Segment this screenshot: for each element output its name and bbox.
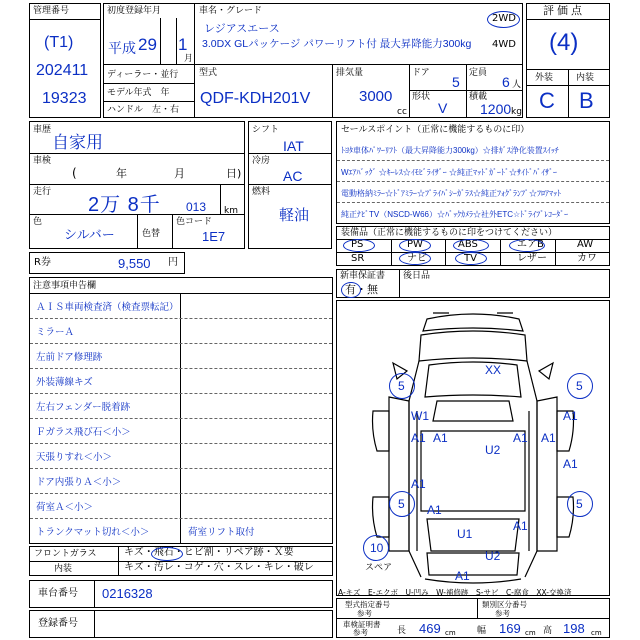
shift-value: IAT xyxy=(283,138,304,154)
note-item: 荷室Ａ＜小＞ xyxy=(36,502,94,513)
load-label: 積載 xyxy=(469,92,488,102)
height-value: 198 xyxy=(563,621,585,636)
damage-mark-a1: A1 xyxy=(513,519,528,533)
grade-box xyxy=(526,3,610,118)
equip-pw-circle xyxy=(399,239,431,252)
damage-mark-a1: A1 xyxy=(541,431,556,445)
damage-mark-lr-tire: 5 xyxy=(398,497,405,511)
drive-2wd: 2WD xyxy=(492,13,516,24)
damage-diagram-box xyxy=(336,300,610,596)
inspection-day-unit: 日) xyxy=(226,167,242,180)
selling-point-line: ﾄﾖﾀ車体ﾊﾟﾜｰﾘﾌﾄ（最大昇降能力300kg）☆排ｶﾞｽ浄化装置ｽｲｯﾁ xyxy=(341,146,559,155)
damage-mark-a1: A1 xyxy=(411,477,426,491)
registration-label: 登録番号 xyxy=(38,618,78,629)
color-code-value: 1E7 xyxy=(202,229,226,244)
glass-interior-box xyxy=(29,546,333,576)
mileage-label: 走行 xyxy=(33,187,52,197)
height-label: 高 xyxy=(543,626,553,636)
damage-mark-a1: A1 xyxy=(563,409,578,423)
model-code-label: 型式指定番号 xyxy=(345,600,390,609)
load-value: 1200 xyxy=(480,101,512,117)
inspection-year-unit: 年 xyxy=(116,167,127,180)
usage-value: 自家用 xyxy=(52,133,103,152)
front-glass-label: フロントガラス xyxy=(34,549,97,559)
certificate-label: 新車保証書 xyxy=(340,271,386,281)
chassis-number: 0216328 xyxy=(102,586,153,601)
note-item: Ｆガラス飛び石＜小＞ xyxy=(36,427,131,438)
selling-point-line: 純正ﾅﾋﾞTV（NSCD-W66）☆ﾊﾞｯｸｶﾒﾗ☆社外ETC☆ﾄﾞﾗｲﾌﾞﾚｺｰﾀﾞｰ xyxy=(341,210,569,219)
management-t: (T1) xyxy=(44,34,74,51)
displacement-value: 3000 xyxy=(359,88,393,105)
certificate-box xyxy=(336,269,610,298)
equip-abs: ABS xyxy=(458,239,478,250)
management-date: 202411 xyxy=(36,62,89,79)
equip-airbag: エアB xyxy=(517,239,544,250)
registration-month: 1 xyxy=(178,35,188,54)
shape-label: 形状 xyxy=(412,92,431,102)
handle-label: ハンドル 左・右 xyxy=(107,105,180,115)
drive-4wd: 4WD xyxy=(492,39,516,50)
color-label: 色 xyxy=(33,217,43,227)
damage-mark-roof: XX xyxy=(485,363,502,377)
recycle-unit: 円 xyxy=(168,257,178,268)
overall-grade: (4) xyxy=(549,29,579,56)
damage-mark-u2: U2 xyxy=(485,549,501,563)
inspection-month-unit: 月 xyxy=(174,167,185,180)
selling-points-title: セールスポイント（正常に機能するものに印） xyxy=(341,125,530,135)
note-item: 左右フェンダー脱着跡 xyxy=(36,402,131,413)
damage-mark-u2: U2 xyxy=(485,443,501,457)
spare-label: スペア xyxy=(365,563,393,573)
car-name-line2: 3.0DX GLパッケージ パワーリフト付 最大昇降能力300kg xyxy=(202,38,472,50)
capacity-unit: 人 xyxy=(512,80,522,90)
class-code-ref: 参考 xyxy=(495,609,510,618)
notes-title: 注意事項申告欄 xyxy=(33,281,97,291)
note-item: ＡＩＳ車両検査済（検査票転記） xyxy=(36,302,179,313)
registration-era: 平成 xyxy=(108,40,136,56)
interior-label: 内装 xyxy=(576,73,595,83)
width-value: 169 xyxy=(499,621,521,636)
equip-abs-circle xyxy=(453,239,489,252)
capacity-label: 定員 xyxy=(469,68,488,78)
grade-label: 評価点 xyxy=(543,4,585,17)
interior-grade: B xyxy=(579,88,594,113)
note-item: 左前ドア修理跡 xyxy=(36,352,103,363)
certificate-circle xyxy=(341,282,361,298)
usage-label: 車歴 xyxy=(33,125,52,135)
cert-label: 車検証明書 xyxy=(343,620,381,629)
damage-mark-w1: W1 xyxy=(411,409,429,423)
color-value: シルバー xyxy=(64,227,115,242)
ac-value: AC xyxy=(283,168,303,184)
length-label: 長 xyxy=(397,626,407,636)
registration-year: 29 xyxy=(138,35,157,54)
damage-mark-spare: 10 xyxy=(370,541,384,555)
management-number: 19323 xyxy=(42,90,87,107)
length-unit: cm xyxy=(445,629,456,637)
selling-point-line: Wｴｱﾊﾞｯｸﾞ ☆ｷｰﾚｽ☆ｲﾓﾋﾞﾗｲｻﾞｰ ☆純正ﾏｯﾄﾞｶﾞｰﾄﾞ☆ｻｲﾄﾞﾊﾞｲｻﾞｰ xyxy=(341,168,557,177)
fuel-value: 軽油 xyxy=(279,207,310,224)
capacity-value: 6 xyxy=(502,74,510,90)
equip-pw: PW xyxy=(407,239,423,250)
header-main-box xyxy=(103,3,523,118)
color-code-label: 色コード xyxy=(176,217,213,227)
certificate-value: 有・無 xyxy=(345,283,378,296)
front-glass-circle xyxy=(151,547,183,561)
equip-kawa: カワ xyxy=(577,253,597,264)
damage-legend: A-キズ E-エクボ U-凹み W-補修跡 S-サビ C-腐食 XX-交換済 xyxy=(338,588,572,597)
length-value: 469 xyxy=(419,621,441,636)
later-items-label: 後日品 xyxy=(403,271,431,281)
shift-label: シフト xyxy=(252,125,280,135)
equipment-box xyxy=(336,226,610,266)
registration-date-label: 初度登録年月 xyxy=(107,6,162,16)
damage-mark-rr-tire: 5 xyxy=(576,497,583,511)
equip-ps: PS xyxy=(351,239,364,250)
damage-mark-a1: A1 xyxy=(563,457,578,471)
equip-aw: AW xyxy=(577,239,594,250)
color-switch-label: 色替 xyxy=(142,229,161,239)
equipment-title: 装備品（正常に機能するものに印をつけてください） xyxy=(341,228,558,238)
selling-points-box xyxy=(336,121,610,224)
note-item: トランクマット切れ＜小＞ xyxy=(36,527,150,538)
dealer-label: ディーラー・並行 xyxy=(107,70,179,80)
recycle-box xyxy=(29,252,185,274)
inspection-label: 車検 xyxy=(33,156,52,166)
width-unit: cm xyxy=(525,629,536,637)
ac-label: 冷房 xyxy=(252,156,271,166)
equip-sr: SR xyxy=(351,253,365,264)
load-unit: kg xyxy=(511,107,522,117)
door-value: 5 xyxy=(452,74,460,90)
damage-mark-lf-tire: 5 xyxy=(398,379,405,393)
displacement-label: 排気量 xyxy=(336,68,364,78)
note-item: 外装薄線キズ xyxy=(36,377,93,388)
notes-box xyxy=(29,277,333,544)
door-label: ドア xyxy=(412,68,430,78)
registration-box xyxy=(29,610,333,638)
damage-mark-a1: A1 xyxy=(513,431,528,445)
chassis-box xyxy=(29,580,333,608)
damage-mark-u1: U1 xyxy=(457,527,473,541)
note-item: 天張りすれ＜小＞ xyxy=(36,452,113,463)
exterior-grade: C xyxy=(539,88,555,113)
damage-mark-a1: A1 xyxy=(411,431,426,445)
cert-ref: 参考 xyxy=(353,628,368,637)
equip-navi: ナビ xyxy=(407,253,427,264)
height-unit: cm xyxy=(591,629,602,637)
mileage-small: 013 xyxy=(186,200,207,214)
damage-mark-a1: A1 xyxy=(455,569,470,583)
specs-box xyxy=(29,121,245,249)
dimensions-box xyxy=(336,598,610,638)
front-glass-value: キズ・飛石・ヒビ割・リペア跡・Ｘ要 xyxy=(124,547,294,558)
fuel-label: 燃料 xyxy=(252,187,271,197)
management-label: 管理番号 xyxy=(33,6,70,16)
displacement-unit: cc xyxy=(397,107,407,117)
recycle-value: 9,550 xyxy=(118,256,151,271)
note-item: ミラーＡ xyxy=(36,327,75,338)
equip-airbag-circle xyxy=(509,239,545,252)
mileage-value: 2万 8千 xyxy=(88,194,161,216)
width-label: 幅 xyxy=(477,626,487,636)
class-code-label: 類別区分番号 xyxy=(482,600,527,609)
type-value: QDF-KDH201V xyxy=(200,90,311,107)
model-year-label: モデル年式 年 xyxy=(107,88,170,98)
selling-point-line: 電動格納ﾐﾗｰ☆ﾄﾞｱﾐﾗｰ☆ﾌﾟﾗｲﾊﾞｼｰｶﾞﾗｽ☆純正ﾌｫｸﾞﾗﾝﾌﾟ☆ﾌﾛｱﾏｯﾄ xyxy=(341,189,561,198)
note-side-item: 荷室リフト取付 xyxy=(188,527,255,538)
note-item: ドア内張りＡ＜小＞ xyxy=(36,477,122,488)
chassis-label: 車台番号 xyxy=(38,588,78,599)
inspection-paren: ( xyxy=(72,166,77,180)
type-label: 型式 xyxy=(199,68,218,78)
equip-tv: TV xyxy=(464,253,477,264)
interior-cond-value: キズ・汚レ・コゲ・穴・スレ・キレ・破レ xyxy=(124,562,314,573)
interior-cond-label: 内装 xyxy=(54,564,73,574)
registration-month-unit: 月 xyxy=(184,54,194,64)
equip-tv-circle xyxy=(455,252,487,265)
car-name-line1: レジアスエース xyxy=(204,23,280,35)
recycle-label: R券 xyxy=(34,257,51,268)
drive-specs-box xyxy=(248,121,332,249)
shape-value: V xyxy=(438,100,448,116)
management-box xyxy=(29,3,101,118)
km-unit: km xyxy=(224,206,238,216)
damage-mark-a1: A1 xyxy=(433,431,448,445)
model-code-ref: 参考 xyxy=(357,609,372,618)
equip-navi-circle xyxy=(399,252,431,265)
exterior-label: 外装 xyxy=(535,73,554,83)
equip-ps-circle xyxy=(343,239,375,252)
damage-mark-rf-tire: 5 xyxy=(576,379,583,393)
car-name-label: 車名・グレード xyxy=(199,6,263,16)
damage-mark-a1: A1 xyxy=(427,503,442,517)
equip-leather: レザー xyxy=(517,253,547,264)
